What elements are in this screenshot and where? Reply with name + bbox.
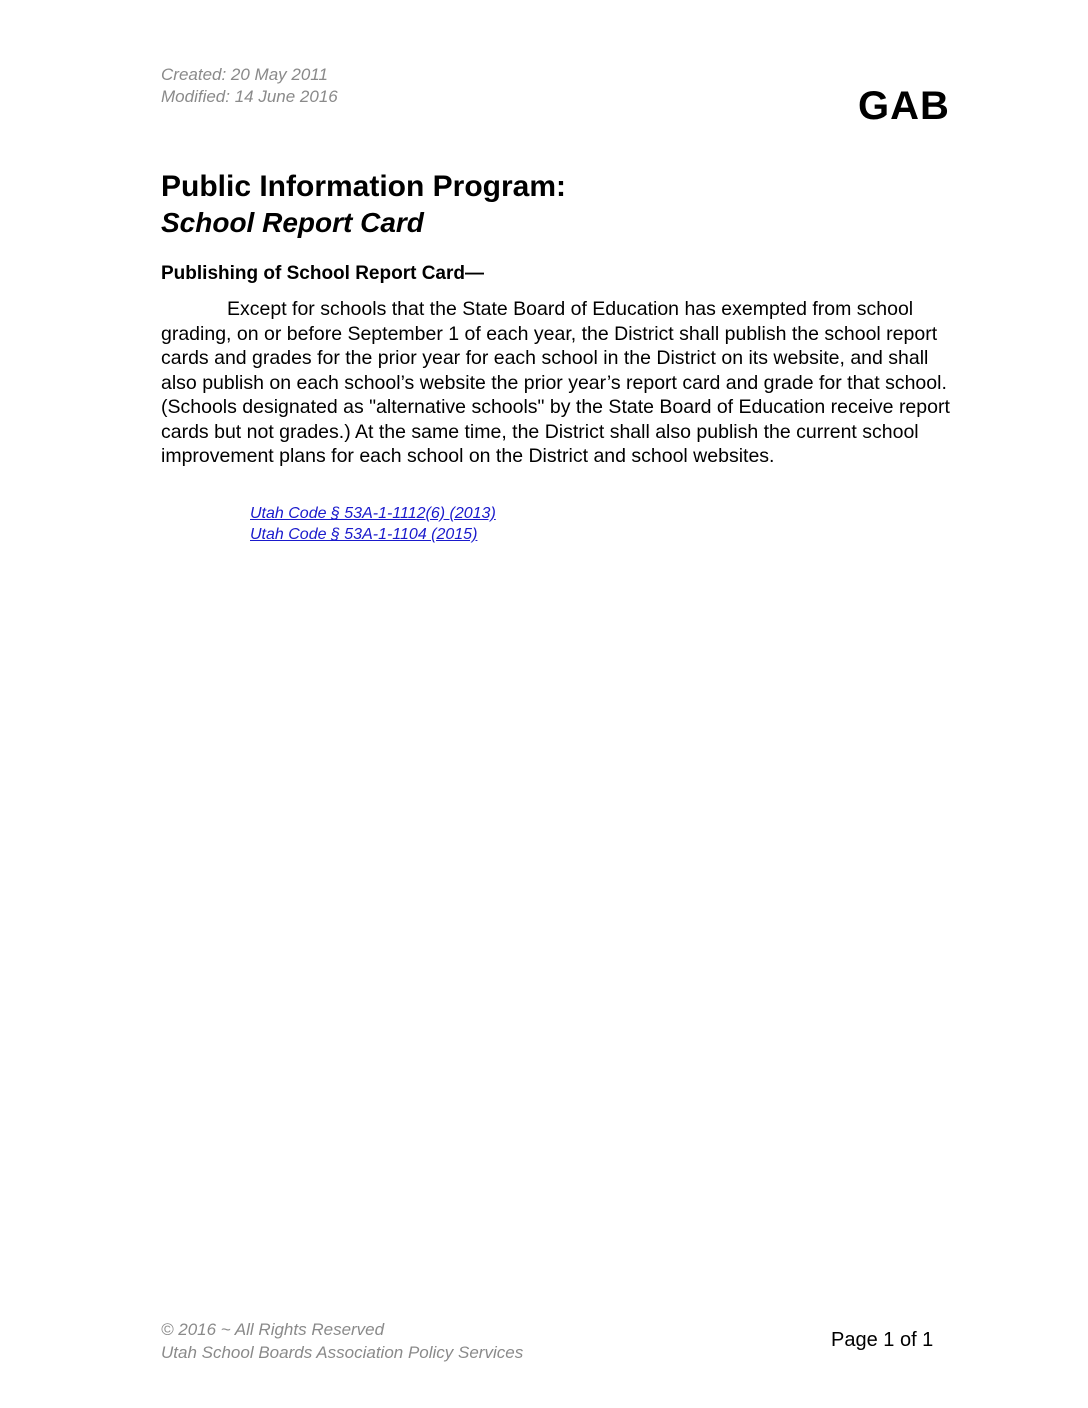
organization-name: Utah School Boards Association Policy Services bbox=[161, 1343, 524, 1362]
policy-code: GAB bbox=[858, 84, 950, 128]
citation-link-1[interactable]: Utah Code § 53A-1-1112(6) (2013) bbox=[250, 505, 496, 522]
copyright-notice: © 2016 ~ All Rights Reserved bbox=[161, 1320, 385, 1339]
document-subtitle: School Report Card bbox=[161, 207, 424, 238]
created-date: Created: 20 May 2011 bbox=[161, 65, 328, 84]
document-title: Public Information Program: bbox=[161, 170, 567, 203]
body-paragraph: Except for schools that the State Board of Education has exempted from school grading, on or before September 1 of each year, the District shall publish the school report cards and grades for the prior year for each school in the District on its website, and shall also publish on each school’s website the prior year’s report card and grade for that school. (Schools designated as "alternative schools" by the State Board of Education receive report cards but not grades.) At the same time, the District shall also publish the current school improvement plans for each school on the District and school websites. bbox=[161, 298, 950, 467]
document-dates bbox=[161, 64, 338, 108]
section-heading: Publishing of School Report Card— bbox=[161, 263, 484, 284]
footer-credits bbox=[161, 1318, 523, 1364]
citation-list bbox=[250, 503, 496, 545]
modified-date: Modified: 14 June 2016 bbox=[161, 87, 338, 106]
citation-link-2[interactable]: Utah Code § 53A-1-1104 (2015) bbox=[250, 526, 478, 543]
page-number: Page 1 of 1 bbox=[831, 1329, 934, 1351]
